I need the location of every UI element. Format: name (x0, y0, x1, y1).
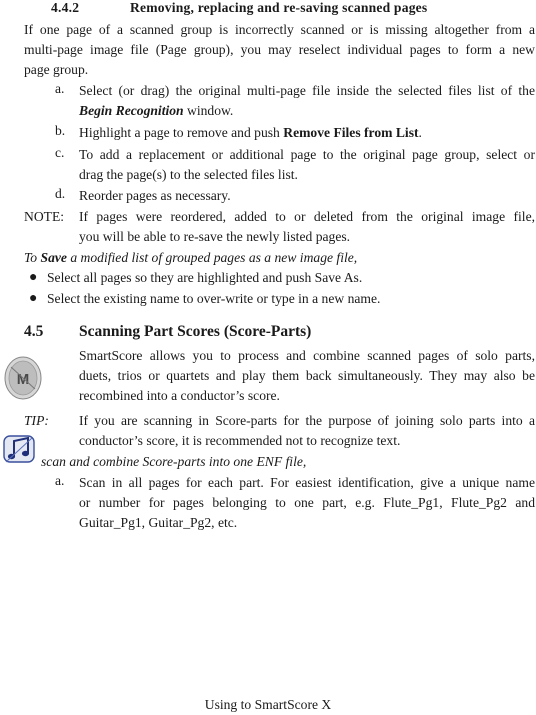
section-title: Scanning Part Scores (Score-Parts) (79, 323, 312, 340)
music-note-icon (2, 432, 38, 466)
subsection-title: Removing, replacing and re-saving scanned pages (130, 0, 428, 15)
subsection-number: 4.4.2 (51, 0, 80, 15)
step-b-text: Highlight a page to remove and push Remove Files from List. (79, 125, 422, 140)
combine-step-a-line-2: or number for pages belonging to one part, e.g. Flute_Pg1, Flute_Pg2 and (79, 495, 535, 510)
intro-line-2: multi-page image file (Page group), you may reselect individual pages to form a new (24, 42, 535, 57)
section-heading (24, 322, 312, 342)
remove-files-label: Remove Files from List (283, 125, 419, 140)
begin-recognition-label: Begin Recognition (79, 103, 184, 118)
tip-line-1: If you are scanning in Score-parts for the purpose of joining solo parts into a (79, 413, 535, 428)
bullet-item-2: Select the existing name to over-write or type in a new name. (47, 291, 381, 306)
tip-line-2: conductor’s score, it is recommended not to recognize text. (79, 433, 401, 448)
score-parts-line-3: recombined into a conductor’s score. (79, 388, 280, 403)
step-a-line-1: Select (or drag) the original multi-page file inside the selected files list of the (79, 83, 535, 98)
step-d-letter: d. (55, 186, 66, 201)
bullet-icon: ● (29, 291, 38, 306)
combine-instruction: scan and combine Score-parts into one ENF file, (41, 454, 307, 469)
svg-text:M: M (16, 371, 30, 388)
note-label: NOTE: (24, 209, 65, 224)
page-footer: Using to SmartScore X (204, 697, 332, 712)
score-parts-line-2: duets, trios or quartets and play them back simultaneously. They may also be (79, 368, 535, 383)
combine-step-a-line-3: Guitar_Pg1, Guitar_Pg2, etc. (79, 515, 238, 530)
save-instruction: To Save a modified list of grouped pages as a new image file, (24, 250, 358, 265)
step-c-line-1: To add a replacement or additional page to the original page group, select or (79, 147, 535, 162)
tip-label: TIP: (24, 413, 49, 428)
note-line-2: you will be able to re-save the newly listed pages. (79, 229, 351, 244)
combine-step-a-line-1: Scan in all pages for each part. For easiest identification, give a unique name (79, 475, 535, 490)
save-emphasis: Save (40, 250, 67, 265)
note-line-1: If pages were reordered, added to or deleted from the original image file, (79, 209, 535, 224)
combine-step-a-letter: a. (55, 473, 65, 488)
subsection-heading (51, 0, 428, 18)
section-number: 4.5 (24, 323, 44, 340)
intro-line-3: page group. (24, 62, 89, 77)
intro-line-1: If one page of a scanned group is incorrectly scanned or is missing altogether from a (24, 22, 535, 37)
step-a-letter: a. (55, 81, 65, 96)
step-d-text: Reorder pages as necessary. (79, 188, 231, 203)
score-parts-line-1: SmartScore allows you to process and combine scanned pages of solo parts, (79, 348, 535, 363)
step-c-letter: c. (55, 145, 65, 160)
step-b-letter: b. (55, 123, 66, 138)
bullet-icon: ● (29, 270, 38, 285)
step-c-line-2: drag the page(s) to the selected files list. (79, 167, 298, 182)
midi-parts-icon (2, 354, 44, 402)
bullet-item-1: Select all pages so they are highlighted and push Save As. (47, 270, 363, 285)
step-a-line-2: Begin Recognition window. (79, 103, 234, 118)
